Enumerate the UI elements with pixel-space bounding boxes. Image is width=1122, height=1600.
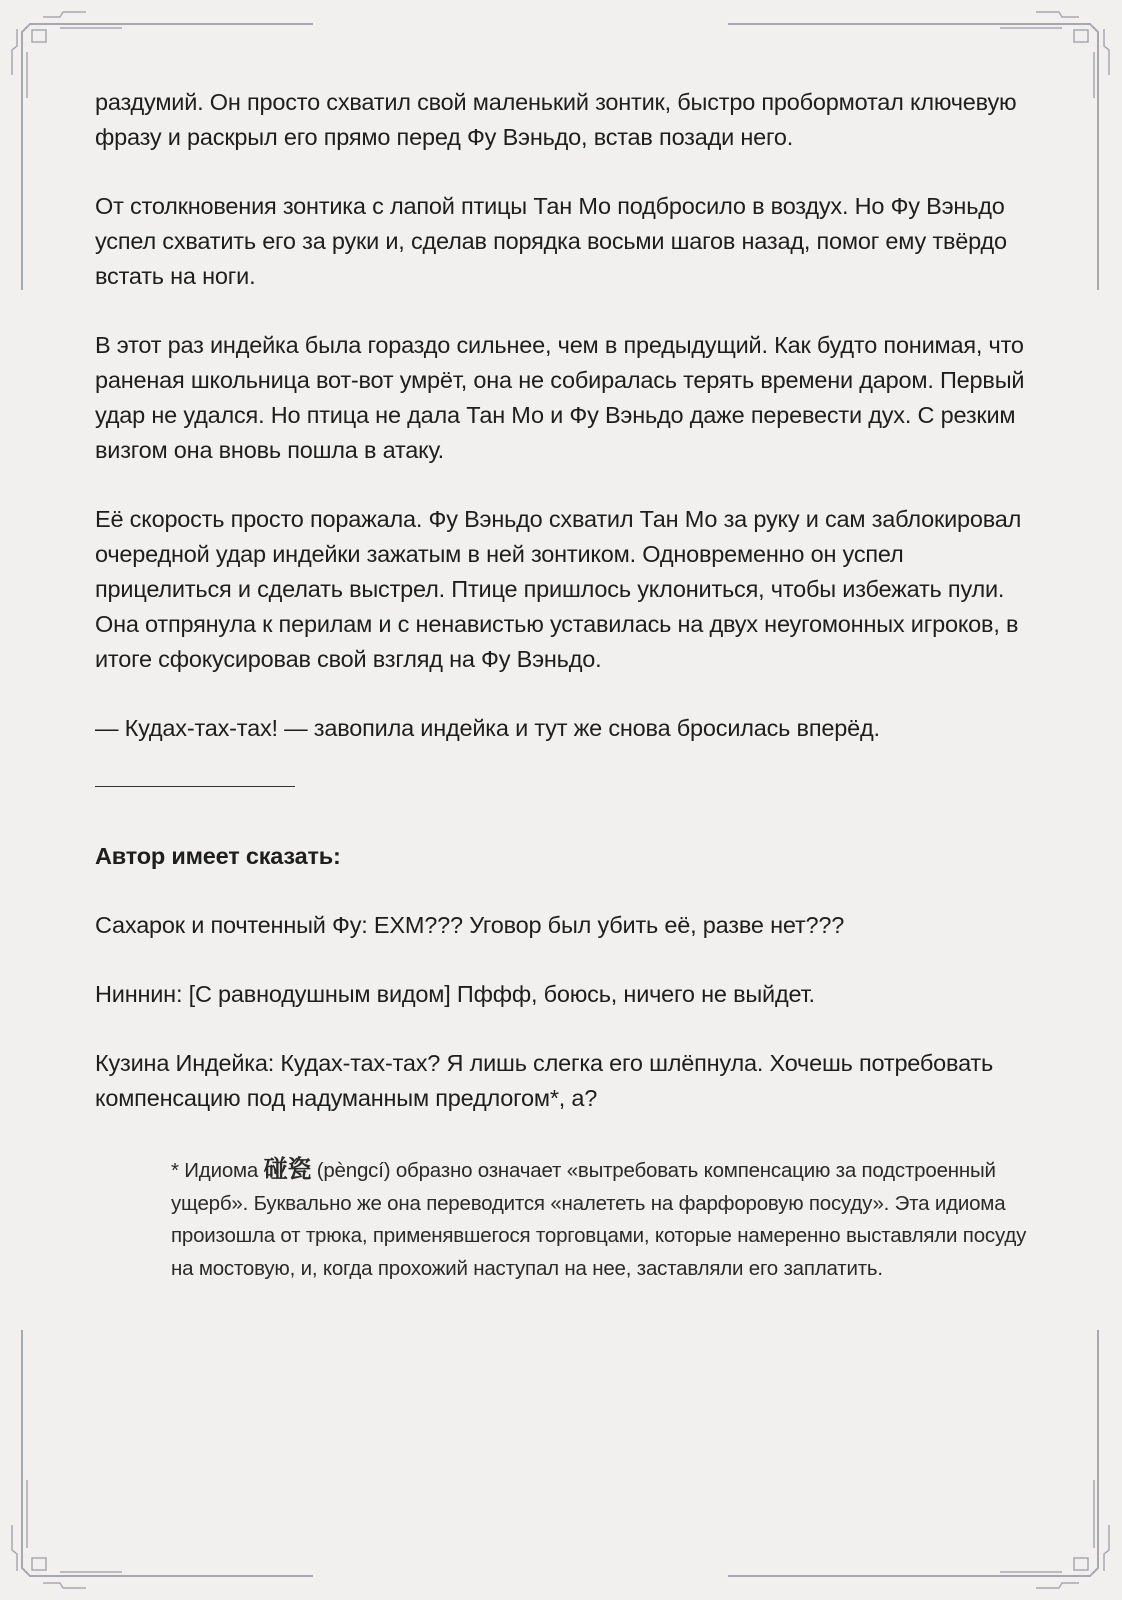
story-paragraph: раздумий. Он просто схватил свой маленький зонтик, быстро пробормотал ключевую фразу и раскрыл его прямо перед Фу Вэньдо, встав позади него. [95,89,1017,150]
frame-corner-bottom-right [728,1330,1109,1588]
frame-corner-bottom-left [12,1330,313,1588]
author-note-line: Кузина Индейка: Кудах-тах-тах? Я лишь слегка его шлёпнула. Хочешь потребовать компенсацию под надуманным предлогом*, а? [95,1050,994,1111]
author-note-line: Ниннин: [С равнодушным видом] Пффф, боюсь, ничего не выйдет. [95,981,815,1007]
translator-footnote [171,1154,1031,1285]
story-paragraph: В этот раз индейка была гораздо сильнее, чем в предыдущий. Как будто понимая, что раненая школьница вот-вот умрёт, она не собиралась терять времени даром. Первый удар не удался. Но птица не дала Тан Мо и Фу Вэньдо даже перевести дух. С резким визгом она вновь пошла в атаку. [95,332,1025,463]
author-notes-heading: Автор имеет сказать: [95,843,341,869]
story-paragraph: Её скорость просто поражала. Фу Вэньдо схватил Тан Мо за руку и сам заблокировал очередной удар индейки зажатым в ней зонтиком. Одновременно он успел прицелиться и сделать выстрел. Птице пришлось уклониться, чтобы избежать пули. Она отпрянула к перилам и с ненавистью уставилась на двух неугомонных игроков, в итоге сфокусировав свой взгляд на Фу Вэньдо. [95,506,1022,672]
author-note-line: Сахарок и почтенный Фу: ЕХМ??? Уговор был убить её, разве нет??? [95,912,845,938]
section-separator [95,786,295,787]
footnote-text: (pèngcí) образно означает «вытребовать компенсацию за подстроенный ущерб». Буквально же она переводится «налететь на фарфоровую посуду». Эта идиома произошла от трюка, применявшегося торговцами, которые намеренно выставляли посуду на мостовую, и, когда прохожий наступал на нее, заставляли его заплатить. [171,1159,1027,1280]
page-content [95,85,1035,1285]
footnote-prefix: * Идиома [171,1159,264,1182]
footnote-hanzi: 碰瓷 [263,1156,312,1183]
story-paragraph: — Кудах-тах-тах! — завопила индейка и тут же снова бросилась вперёд. [95,715,880,741]
story-paragraph: От столкновения зонтика с лапой птицы Тан Мо подбросило в воздух. Но Фу Вэньдо успел схватить его за руки и, сделав порядка восьми шагов назад, помог ему твёрдо встать на ноги. [95,193,1007,289]
